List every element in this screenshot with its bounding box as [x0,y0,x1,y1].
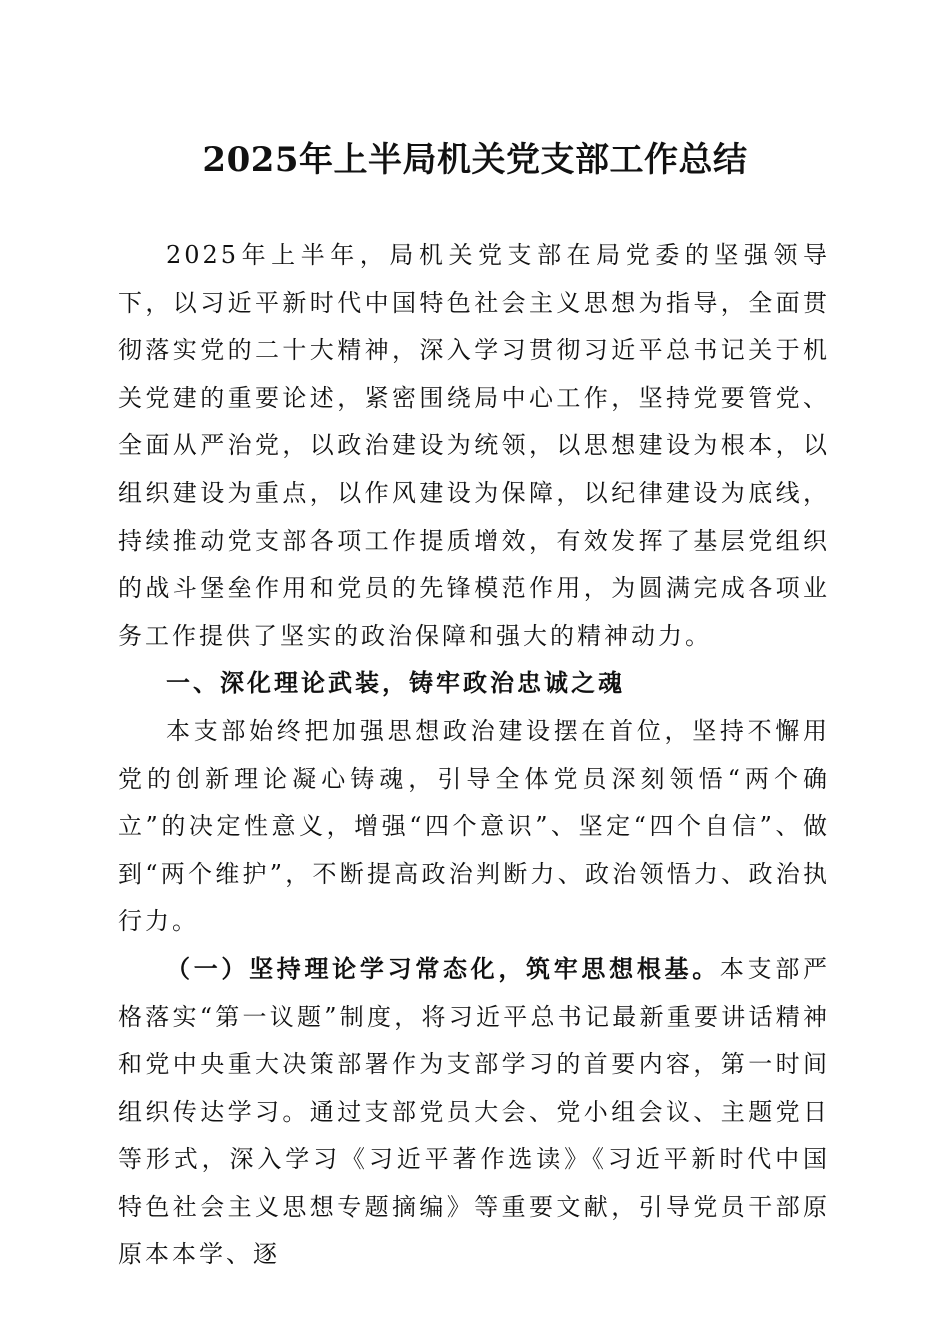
section-heading-1: 一、深化理论武装，铸牢政治忠诚之魂 [166,669,625,698]
section-1-paragraph: 本支部始终把加强思想政治建设摆在首位，坚持不懈用党的创新理论凝心铸魂，引导全体党员深刻领悟“两个确立”的决定性意义，增强“四个意识”、坚定“四个自信”、做到“两个维护”，不断提高政治判断力、政治领悟力、政治执行力。 [118,716,830,936]
document-title: 2025年上半局机关党支部工作总结 [202,140,748,180]
intro-paragraph: 2025年上半年，局机关党支部在局党委的坚强领导下，以习近平新时代中国特色社会主义思想为指导，全面贯彻落实党的二十大精神，深入学习贯彻习近平总书记关于机关党建的重要论述，紧密围绕局中心工作，坚持党要管党、全面从严治党，以政治建设为统领，以思想建设为根本，以组织建设为重点，以作风建设为保障，以纪律建设为底线，持续推动党支部各项工作提质增效，有效发挥了基层党组织的战斗堡垒作用和党员的先锋模范作用，为圆满完成各项业务工作提供了坚实的政治保障和强大的精神动力。 [118,241,830,650]
document-body [118,232,830,1279]
subsection-1-paragraph [118,946,830,1279]
subsection-1-lead: （一）坚持理论学习常态化，筑牢思想根基。 [166,954,720,983]
subsection-1-body: 本支部严格落实“第一议题”制度，将习近平总书记最新重要讲话精神和党中央重大决策部署作为支部学习的首要内容，第一时间组织传达学习。通过支部党员大会、党小组会议、主题党日等形式，深入学习《习近平著作选读》《习近平新时代中国特色社会主义思想专题摘编》等重要文献，引导党员干部原原本本学、逐 [118,954,831,1269]
